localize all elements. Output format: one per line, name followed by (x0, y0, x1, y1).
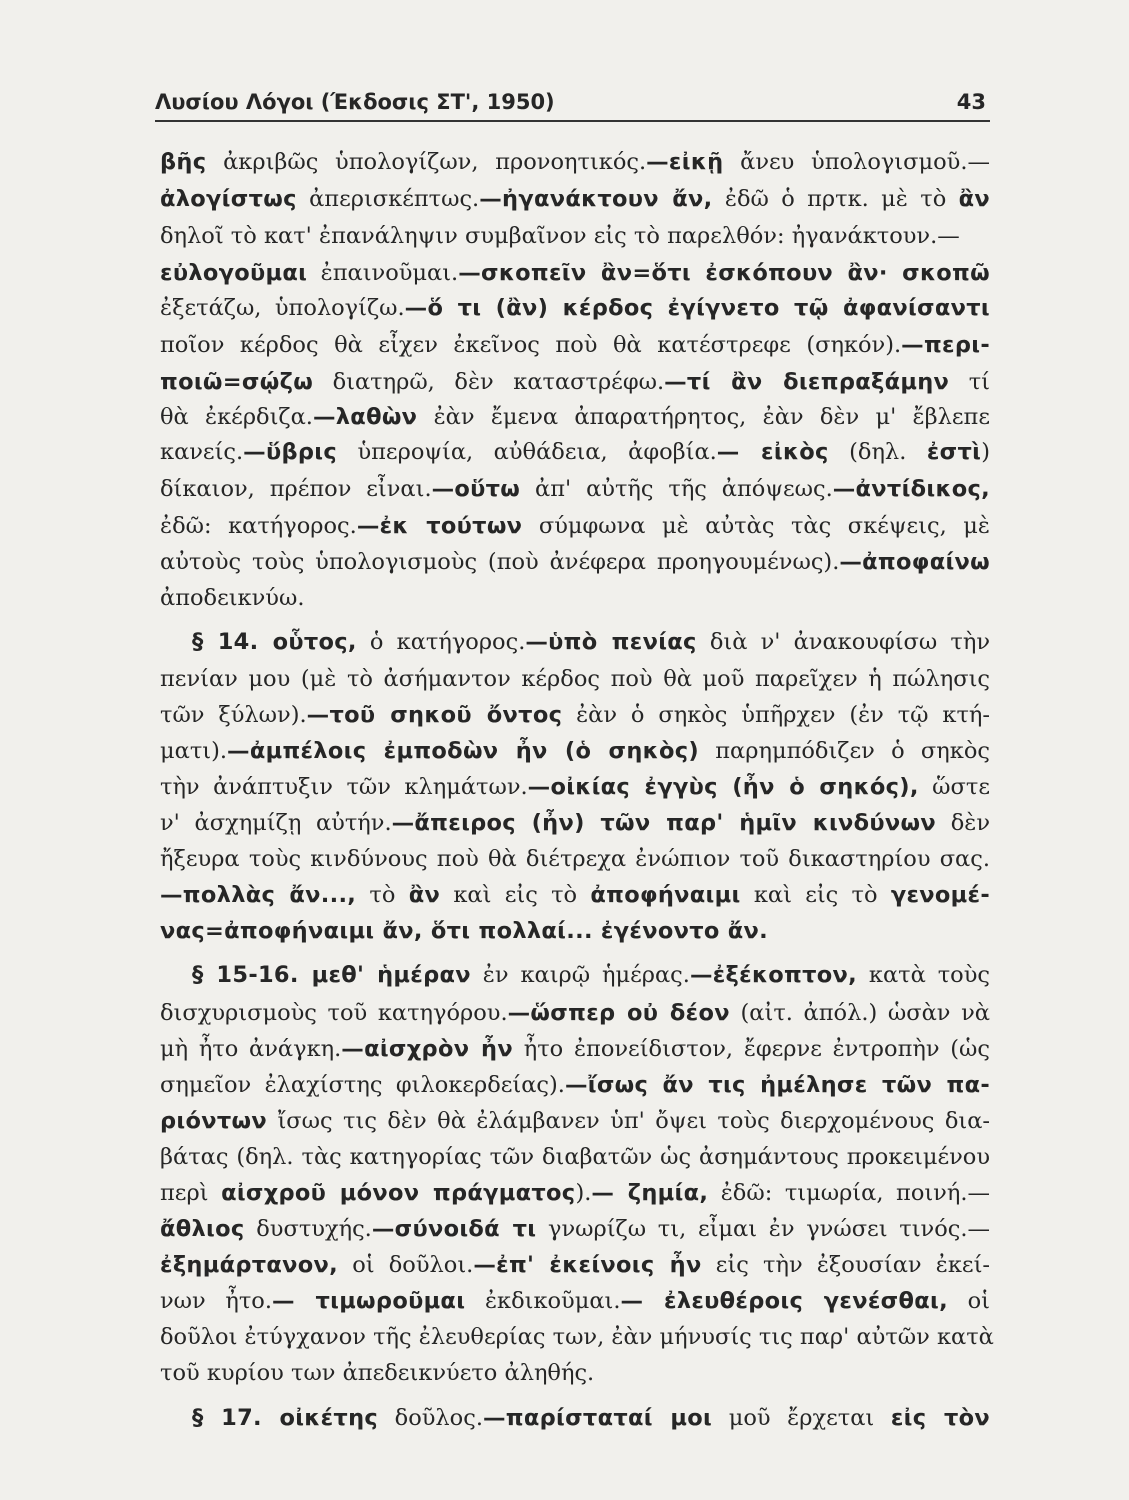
bold-term: —οὕτω (431, 476, 521, 502)
page-number: 43 (956, 90, 986, 114)
text-line (160, 877, 990, 913)
text-line (160, 1067, 990, 1103)
bold-term: ἀλογίστως (160, 186, 297, 212)
gloss-text: ἐπαινοῦμαι. (307, 260, 459, 286)
bold-term: —σκοπεῖν ἂν=ὅτι ἐσκόπουν ἂν· σκοπῶ (458, 260, 990, 286)
bold-term: ἀποφήναιμι (590, 882, 741, 908)
gloss-text: τῶν ξύλων). (160, 702, 307, 728)
gloss-text: σημεῖον ἐλαχίστης φιλοκερδείας). (160, 1072, 565, 1098)
gloss-text: κατὰ τοὺς (857, 962, 990, 988)
running-header (155, 82, 990, 122)
text-line (160, 144, 990, 180)
bold-term: εἰς τὸν (890, 1405, 991, 1431)
gloss-text: τὸ (356, 882, 409, 908)
text-line (160, 327, 990, 363)
text-line (160, 697, 990, 733)
bold-term: —περι- (901, 332, 990, 358)
gloss-text: καὶ εἰς τὸ (740, 882, 891, 908)
gloss-text: βάτας (δηλ. τὰς κατηγορίας τῶν διαβατῶν ὡς ἀσημάντους προκειμένου (160, 1144, 990, 1170)
bold-term: —ἐκ τούτων (356, 513, 523, 539)
bold-term: εὐλογοῦμαι (160, 260, 308, 286)
text-line (192, 624, 990, 660)
bold-term: —τοῦ σηκοῦ ὄντος (306, 702, 563, 728)
text-line (160, 769, 990, 805)
text-line (160, 805, 990, 841)
text-line (160, 733, 990, 769)
gloss-text: ὑπεροψία, αὐθάδεια, ἀφοβία. (336, 439, 717, 465)
gloss-text: ). (575, 1180, 592, 1206)
gloss-text: ματι). (160, 738, 228, 764)
bold-term: ἐξημάρτανον, (160, 1252, 339, 1278)
bold-term: νας=ἀποφήναιμι ἄν, ὅτι πολλαί... ἐγένοντο ἄν. (160, 918, 768, 944)
gloss-text: τοῦ κυρίου των ἀπεδεικνύετο ἀληθής. (160, 1360, 595, 1386)
bold-term: —τί ἂν διεπραξάμην (664, 369, 950, 395)
text-line (160, 508, 990, 544)
gloss-text: οἱ (947, 1288, 991, 1314)
bold-term: § 14. οὗτος, (192, 629, 357, 655)
bold-term: —ἀμπέλοις ἐμποδὼν ἦν (ὁ σηκὸς) (227, 738, 699, 764)
gloss-text: ποῖον κέρδος θὰ εἶχεν ἐκεῖνος ποὺ θὰ κατέστρεφε (σηκόν). (160, 332, 902, 358)
text-line (160, 913, 990, 949)
text-line (160, 1283, 990, 1319)
text-line (160, 181, 990, 217)
gloss-text: δηλοῖ τὸ κατ' ἐπανάληψιν συμβαῖνον εἰς τὸ παρελθόν: ἠγανάκτουν.— (160, 223, 960, 249)
text-line (192, 957, 990, 993)
bold-term: βῆς (160, 149, 207, 175)
text-line (160, 1247, 990, 1283)
gloss-text: διὰ ν' ἀνακουφίσω τὴν (696, 629, 991, 655)
gloss-text: δίκαιον, πρέπον εἶναι. (160, 476, 432, 502)
gloss-text: δοῦλος. (378, 1405, 483, 1431)
gloss-text: δυστυχής. (244, 1216, 372, 1242)
gloss-text: κανείς. (160, 439, 244, 465)
text-line (160, 1319, 994, 1355)
bold-term: —ἴσως ἄν τις ἠμέλησε τῶν πα- (564, 1072, 991, 1098)
text-line (160, 841, 990, 877)
bold-term: —εἰκῇ (646, 149, 724, 175)
gloss-text: θὰ ἐκέρδιζα. (160, 404, 313, 430)
bold-term: § 17. οἰκέτης (192, 1405, 379, 1431)
bold-term: —λαθὼν (312, 404, 418, 430)
bold-term: — ἐλευθέροις γενέσθαι, (620, 1288, 948, 1314)
gloss-text: εἰς τὴν ἐξουσίαν ἐκεί- (701, 1252, 990, 1278)
text-line (160, 1175, 990, 1211)
bold-term: § 15-16. μεθ' ἡμέραν (192, 962, 471, 988)
gloss-text: ἐὰν ὁ σηκὸς ὑπῆρχεν (ἐν τῷ κτή- (562, 702, 991, 728)
text-line (160, 995, 990, 1031)
gloss-text: μὴ ἦτο ἀνάγκη. (160, 1036, 342, 1062)
bold-term: —παρίσταταί μοι (482, 1405, 713, 1431)
gloss-text: ἀπ' αὐτῆς τῆς ἀπόψεως. (520, 476, 833, 502)
gloss-text: οἱ δοῦλοι. (338, 1252, 474, 1278)
text-line (160, 544, 990, 580)
bold-term: γενομέ- (890, 882, 990, 908)
gloss-text: ν' ἀσχημίζῃ αὐτήν. (160, 810, 392, 836)
gloss-text: ἄνευ ὑπολογισμοῦ.— (723, 149, 990, 175)
text-line (160, 1355, 990, 1391)
bold-term: —πολλὰς ἄν..., (160, 882, 357, 908)
gloss-text: διατηρῶ, δὲν καταστρέφω. (313, 369, 665, 395)
gloss-text: ἐξετάζω, ὑπολογίζω. (160, 295, 405, 321)
text-line (160, 580, 990, 616)
bold-term: —ἠγανάκτουν ἄν, (479, 186, 713, 212)
gloss-text: ἐδῶ ὁ πρτκ. μὲ τὸ (712, 186, 959, 212)
gloss-text: μοῦ ἔρχεται (712, 1405, 891, 1431)
bold-term: ἄθλιος (160, 1216, 245, 1242)
text-line (160, 1031, 990, 1067)
bold-term: ἂν (408, 882, 441, 908)
bold-term: —ὑπὸ πενίας (525, 629, 697, 655)
gloss-text: νων ἦτο. (160, 1288, 273, 1314)
bold-term: ποιῶ=σῴζω (160, 369, 314, 395)
gloss-text: παρημπόδιζεν ὁ σηκὸς (698, 738, 990, 764)
text-line (160, 1103, 990, 1139)
bold-term: —οἰκίας ἐγγὺς (ἦν ὁ σηκός), (527, 774, 919, 800)
gloss-text: τὴν ἀνάπτυξιν τῶν κλημάτων. (160, 774, 528, 800)
bold-term: — εἰκὸς (716, 439, 829, 465)
gloss-text: ἀκριβῶς ὑπολογίζων, προνοητικός. (206, 149, 647, 175)
bold-term: —αἰσχρὸν ἦν (341, 1036, 513, 1062)
text-line (160, 434, 990, 470)
gloss-text: (δηλ. (828, 439, 927, 465)
gloss-text: τί (949, 369, 990, 395)
text-line (160, 290, 990, 326)
gloss-text: ἤξευρα τοὺς κινδύνους ποὺ θὰ διέτρεχα ἐνώπιον τοῦ δικαστηρίου σας. (160, 846, 990, 872)
gloss-text: ἴσως τις δὲν θὰ ἐλάμβανεν ὑπ' ὄψει τοὺς διερχομένους δια- (267, 1108, 990, 1134)
gloss-text: ἀποδεικνύω. (160, 585, 305, 611)
bold-term: αἰσχροῦ μόνον πράγματος (221, 1180, 576, 1206)
bold-term: —ὅ τι (ἂν) κέρδος ἐγίγνετο τῷ ἀφανίσαντι (404, 295, 990, 321)
text-line (160, 364, 990, 400)
gloss-text: γνωρίζω τι, εἶμαι ἐν γνώσει τινός.— (536, 1216, 990, 1242)
gloss-text: ὥστε (918, 774, 990, 800)
gloss-text: ἐν καιρῷ ἡμέρας. (470, 962, 690, 988)
bold-term: ριόντων (160, 1108, 267, 1134)
gloss-text: ἦτο ἐπονείδιστον, ἔφερνε ἐντροπὴν (ὡς (513, 1036, 990, 1062)
gloss-text: περὶ (160, 1180, 222, 1206)
gloss-text: ) (981, 439, 990, 465)
bold-term: ἂν (958, 186, 991, 212)
gloss-text: σύμφωνα μὲ αὐτὰς τὰς σκέψεις, μὲ (522, 513, 990, 539)
gloss-text: ἐδῶ: τιμωρία, ποινή.— (708, 1180, 990, 1206)
bold-term: —ἐπ' ἐκείνοις ἦν (473, 1252, 702, 1278)
bold-term: — τιμωροῦμαι (272, 1288, 466, 1314)
gloss-text: ἐὰν ἔμενα ἀπαρατήρητος, ἐὰν δὲν μ' ἔβλεπε (417, 404, 990, 430)
bold-term: —ἀποφαίνω (839, 549, 990, 575)
bold-term: —ὥσπερ οὐ δέον (507, 1000, 730, 1026)
gloss-text: αὐτοὺς τοὺς ὑπολογισμοὺς (ποὺ ἀνέφερα προηγουμένως). (160, 549, 840, 575)
gloss-text: (αἰτ. ἀπόλ.) ὡσὰν νὰ (729, 1000, 990, 1026)
gloss-text: ὁ κατήγορος. (356, 629, 526, 655)
gloss-text: ἀπερισκέπτως. (296, 186, 480, 212)
bold-term: —ὕβρις (243, 439, 337, 465)
bold-term: —σύνοιδά τι (371, 1216, 537, 1242)
text-line (160, 1139, 990, 1175)
header-title: Λυσίου Λόγοι (Έκδοσις ΣΤ', 1950) (155, 90, 555, 114)
gloss-text: πενίαν μου (μὲ τὸ ἀσήμαντον κέρδος ποὺ θὰ μοῦ παρεῖχεν ἡ πώλησις (160, 666, 990, 692)
bold-term: —ἄπειρος (ἦν) τῶν παρ' ἡμῖν κινδύνων (391, 810, 937, 836)
text-line (160, 1211, 990, 1247)
gloss-text: δισχυρισμοὺς τοῦ κατηγόρου. (160, 1000, 508, 1026)
text-line (192, 1400, 990, 1436)
text-line (160, 661, 990, 697)
text-line (160, 218, 990, 254)
bold-term: —ἀντίδικος, (832, 476, 990, 502)
bold-term: — ζημία, (591, 1180, 709, 1206)
text-line (160, 255, 990, 291)
bold-term: —ἐξέκοπτον, (689, 962, 858, 988)
gloss-text: δὲν (936, 810, 991, 836)
bold-term: ἐστὶ (926, 439, 982, 465)
gloss-text: δοῦλοι ἐτύγχανον τῆς ἐλευθερίας των, ἐὰν μήνυσίς τις παρ' αὐτῶν κατὰ (160, 1324, 994, 1350)
gloss-text: ἐκδικοῦμαι. (465, 1288, 621, 1314)
gloss-text: καὶ εἰς τὸ (440, 882, 591, 908)
gloss-text: ἐδῶ: κατήγορος. (160, 513, 357, 539)
text-line (160, 471, 990, 507)
text-line (160, 399, 990, 435)
